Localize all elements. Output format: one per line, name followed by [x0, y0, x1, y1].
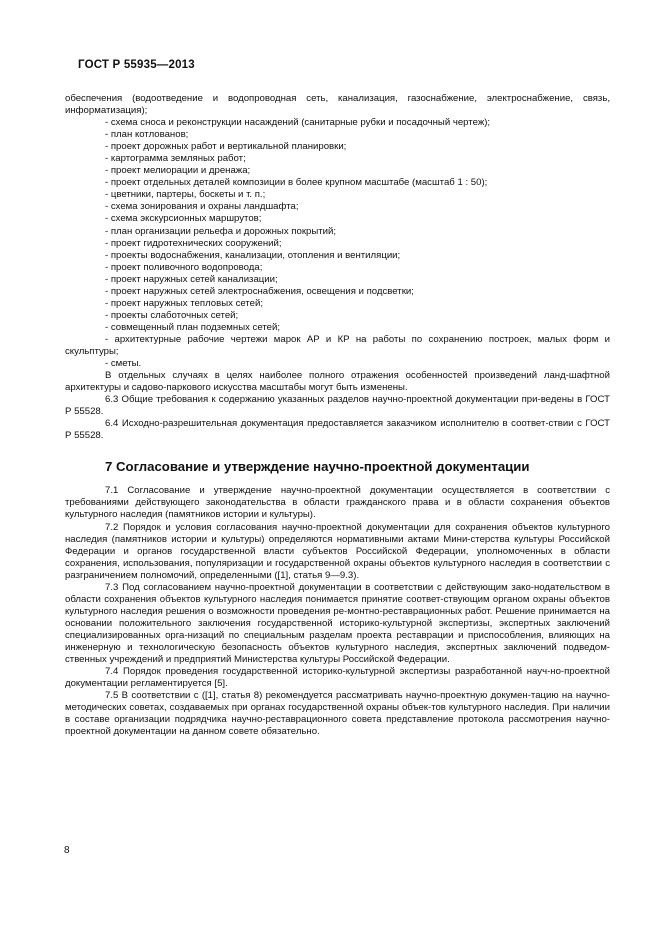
- page-number: 8: [64, 845, 70, 856]
- note-paragraph: В отдельных случаях в целях наиболее полного отражения особенностей произведений ланд-шафтной архитектуры и садово-паркового искусства масштабы могут быть изменены.: [65, 370, 610, 394]
- list-item: - план организации рельефа и дорожных покрытий;: [105, 225, 337, 237]
- list-item-estimates: - сметы.: [105, 358, 142, 370]
- intro-paragraph: обеспечения (водоотведение и водопроводная сеть, канализация, газоснабжение, электроснабжение, связь, информатизация);: [65, 93, 610, 117]
- list-item: - проект наружных сетей электроснабжения, освещения и подсветки;: [105, 285, 414, 297]
- list-item: - проекты водоснабжения, канализации, отопления и вентиляции;: [105, 249, 401, 261]
- paragraph-6-4: 6.4 Исходно-разрешительная документация предоставляется заказчиком исполнителю в соответ-ствии с ГОСТ Р 55528.: [65, 418, 610, 442]
- paragraph-7-4: 7.4 Порядок проведения государственной историко-культурной экспертизы разработанной науч-но-проектной документации регламентируется [5].: [65, 666, 610, 690]
- list-item: - проект наружных сетей канализации;: [105, 273, 278, 285]
- list-item: - схема зонирования и охраны ландшафта;: [105, 201, 299, 213]
- paragraph-7-3: 7.3 Под согласованием научно-проектной документации в соответствии с действующим зако-нодательством в области сохранения объектов культурного наследия понимается принятие соответ-ствующим органом охраны объектов культурного наследия решения о возможности проведения ре-монтно-реставрационных работ. Решение принимается на основании положительного заключения государственной историко-культурной экспертизы, экспертных заключений специализированных орга-низаций по специальным разделам проекта реставрации и приспособления, влияющих на инженерную и технологическую безопасность объектов культурного наследия, экспертных заключений подведом-ственных учреждений и предприятий Министерства культуры Российской Федерации.: [65, 581, 610, 666]
- list-item: - проект поливочного водопровода;: [105, 261, 263, 273]
- list-item: - картограмма земляных работ;: [105, 153, 246, 165]
- paragraph-7-1: 7.1 Согласование и утверждение научно-проектной документации осуществляется в соответствии с требованиями действующего законодательства в области гражданского права и в области сохранения объектов культурного наследия (памятников истории и культуры).: [65, 485, 610, 521]
- paragraph-7-5: 7.5 В соответствии с ([1], статья 8) рекомендуется рассматривать научно-проектную докумен-тацию на научно-методических советах, создаваемых при органах государственной охраны объек-тов культурного наследия. При наличии в составе организации подрядчика научно-реставрационного совета представление протокола рассмотрения научно-проектной документации на данном совете обязательно.: [65, 690, 610, 738]
- list-item: - проект отдельных деталей композиции в более крупном масштабе (масштаб 1 : 50);: [105, 177, 488, 189]
- list-item: - совмещенный план подземных сетей;: [105, 321, 281, 333]
- document-code-header: ГОСТ Р 55935—2013: [78, 59, 195, 71]
- list-item: - цветники, партеры, боскеты и т. п.;: [105, 189, 266, 201]
- list-item: - план котлованов;: [105, 129, 189, 141]
- drawings-list: [65, 117, 610, 334]
- section-7-heading: 7 Согласование и утверждение научно-проектной документации: [105, 459, 530, 475]
- list-item: - проекты слаботочных сетей;: [105, 309, 239, 321]
- paragraph-7-2: 7.2 Порядок и условия согласования научно-проектной документации для сохранения объектов культурного наследия (памятников истории и культуры) определяются нормативными актами Мини-стерства культуры Российской Федерации и органов государственной власти субъектов Российской Федерации, уполномоченных в области сохранения, использования, популяризации и государственной охраны объектов культурного наследия в соответствии с разграничением полномочий, определенными ([1], статья 9—9.3).: [65, 521, 610, 581]
- list-item: - схема экскурсионных маршрутов;: [105, 213, 262, 225]
- page-content: [65, 93, 610, 738]
- list-item: - проект наружных тепловых сетей;: [105, 297, 264, 309]
- list-item: - схема сноса и реконструкции насаждений (санитарные рубки и посадочный чертеж);: [105, 117, 491, 129]
- list-item-arch-drawings: - архитектурные рабочие чертежи марок АР и КР на работы по сохранению построек, малых форм и скульптуры;: [65, 333, 610, 357]
- list-item: - проект дорожных работ и вертикальной планировки;: [105, 141, 347, 153]
- paragraph-6-3: 6.3 Общие требования к содержанию указанных разделов научно-проектной документации при-ведены в ГОСТ Р 55528.: [65, 394, 610, 418]
- list-item: - проект гидротехнических сооружений;: [105, 237, 282, 249]
- list-item: - проект мелиорации и дренажа;: [105, 165, 251, 177]
